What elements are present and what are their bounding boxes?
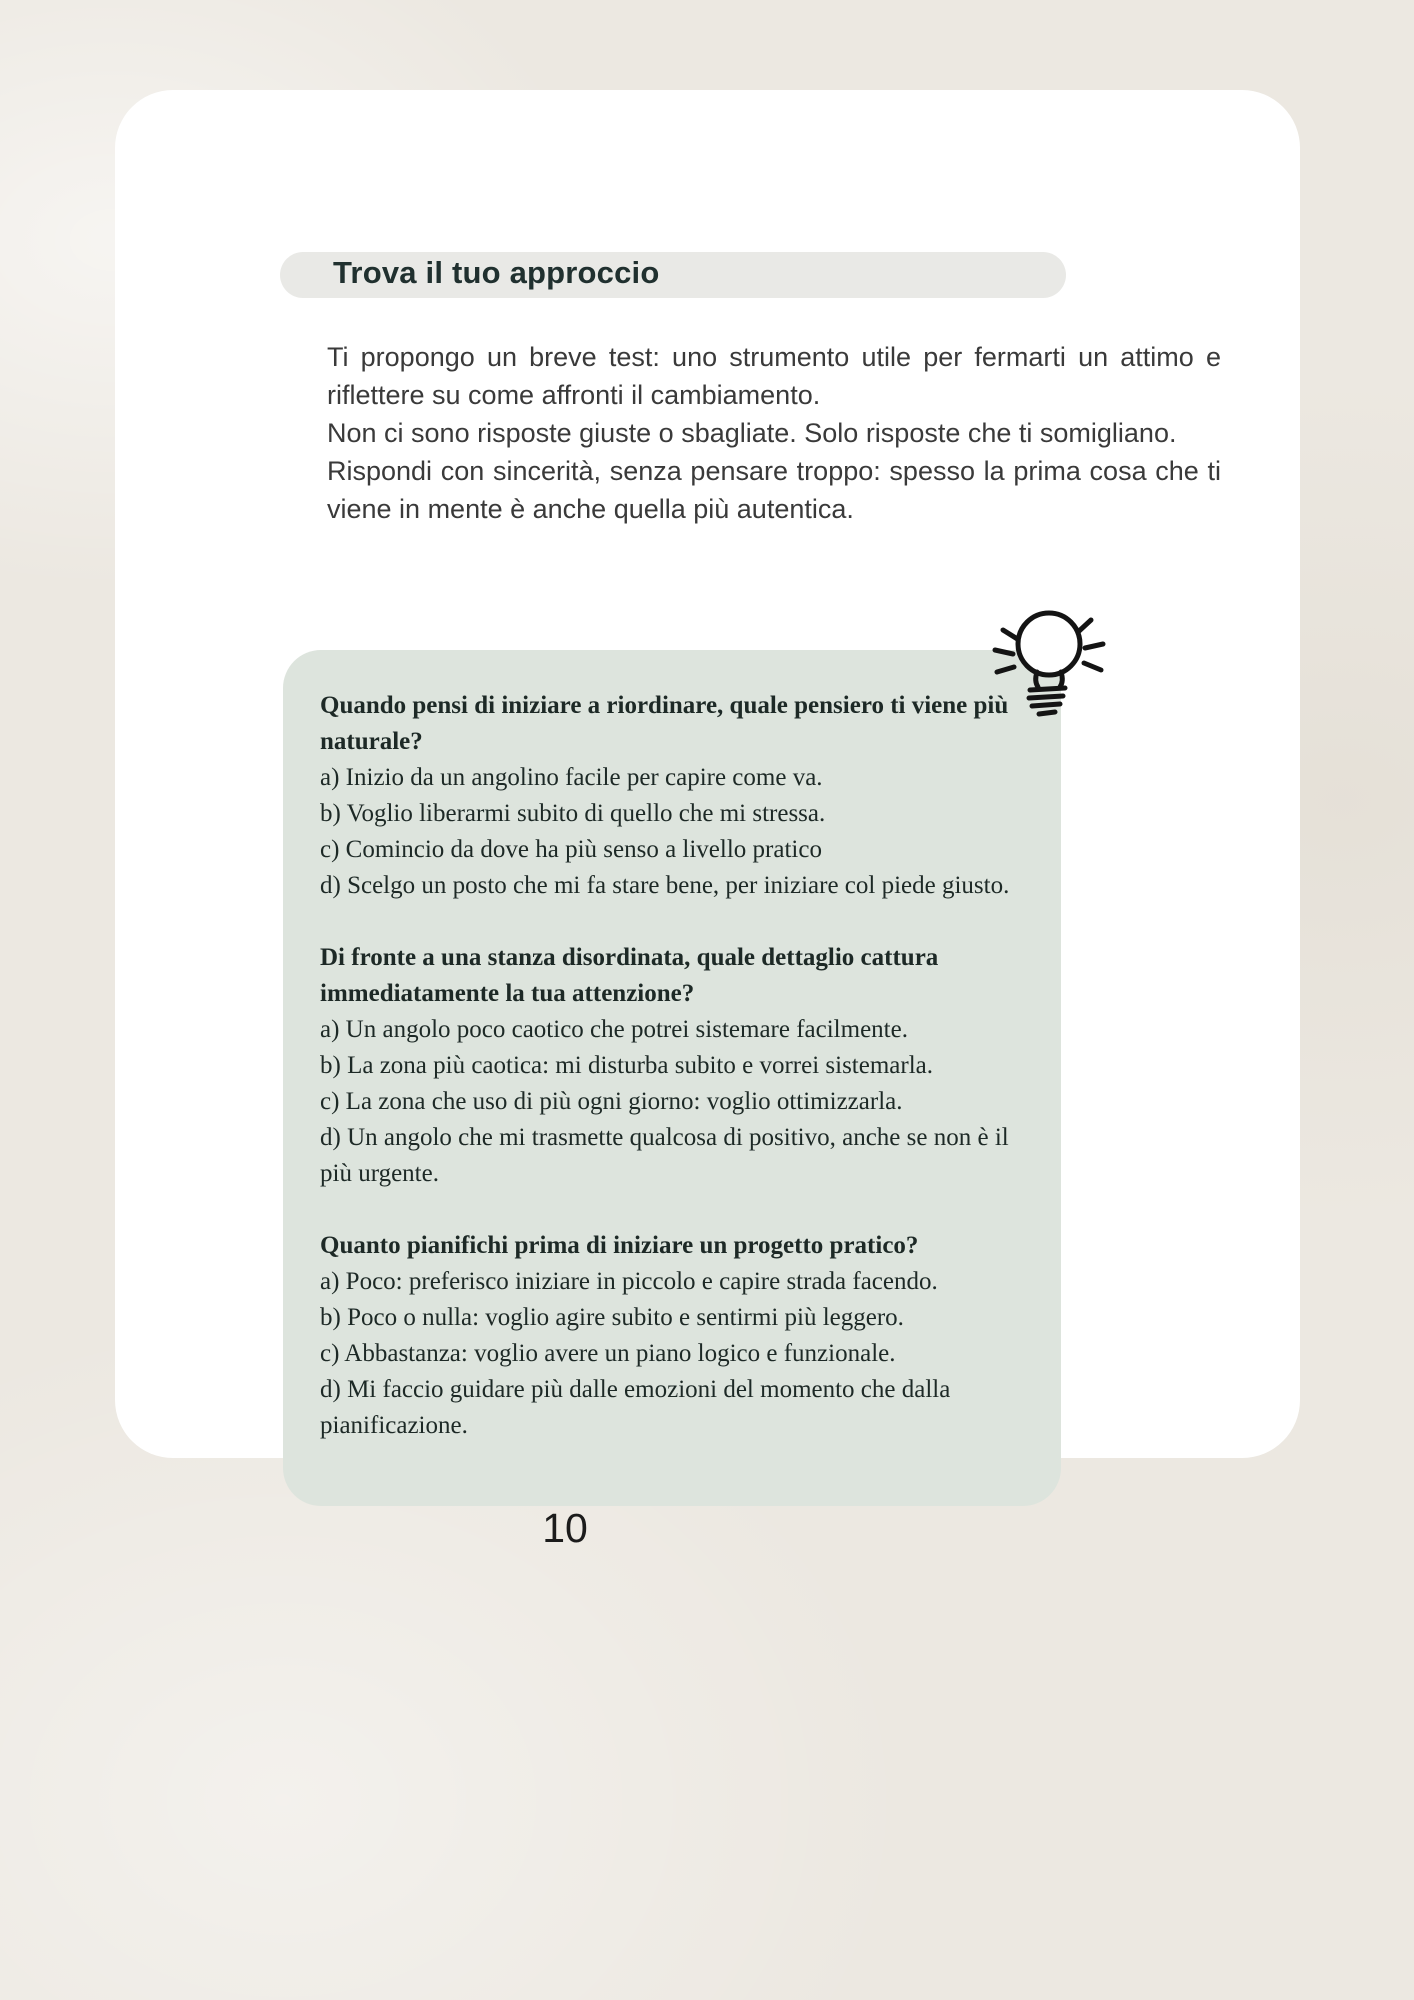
quiz-box <box>283 650 1061 1506</box>
quiz-answer: a) Poco: preferisco iniziare in piccolo e capire strada facendo. <box>320 1268 938 1295</box>
quiz-answer: c) Comincio da dove ha più senso a livello pratico <box>320 836 822 863</box>
quiz-answer: b) Voglio liberarmi subito di quello che mi stressa. <box>320 800 826 827</box>
page-number: 10 <box>542 1505 588 1551</box>
quiz-question: Quanto pianifichi prima di iniziare un progetto pratico? <box>320 1232 919 1259</box>
section-title-pill <box>280 252 1066 298</box>
lightbulb-icon <box>973 588 1119 730</box>
intro-paragraph: Non ci sono risposte giuste o sbagliate. Solo risposte che ti somigliano. <box>327 418 1177 448</box>
quiz-question-block <box>320 688 1019 904</box>
page-title: Trova il tuo approccio <box>333 255 660 290</box>
quiz-answer: d) Scelgo un posto che mi fa stare bene, per iniziare col piede giusto. <box>320 872 1010 899</box>
intro-paragraph: Ti propongo un breve test: uno strumento utile per fermarti un attimo e riflettere su come affronti il cambiamento. <box>327 342 1221 410</box>
quiz-question-block <box>320 940 1019 1192</box>
page-card <box>115 90 1300 1458</box>
quiz-answer: a) Inizio da un angolino facile per capire come va. <box>320 764 823 791</box>
quiz-answer: d) Un angolo che mi trasmette qualcosa di positivo, anche se non è il più urgente. <box>320 1124 1009 1187</box>
quiz-question: Quando pensi di iniziare a riordinare, quale pensiero ti viene più naturale? <box>320 692 1009 755</box>
quiz-answer: c) Abbastanza: voglio avere un piano logico e funzionale. <box>320 1340 896 1367</box>
quiz-answer: d) Mi faccio guidare più dalle emozioni del momento che dalla pianificazione. <box>320 1376 951 1439</box>
quiz-question: Di fronte a una stanza disordinata, quale dettaglio cattura immediatamente la tua attenzione? <box>320 944 939 1007</box>
quiz-question-block <box>320 1228 1019 1444</box>
quiz-answer: b) La zona più caotica: mi disturba subito e vorrei sistemarla. <box>320 1052 934 1079</box>
intro-paragraph: Rispondi con sincerità, senza pensare troppo: spesso la prima cosa che ti viene in mente è anche quella più autentica. <box>327 456 1221 524</box>
quiz-answer: b) Poco o nulla: voglio agire subito e sentirmi più leggero. <box>320 1304 904 1331</box>
intro-text <box>327 338 1221 528</box>
quiz-answer: c) La zona che uso di più ogni giorno: voglio ottimizzarla. <box>320 1088 903 1115</box>
quiz-answer: a) Un angolo poco caotico che potrei sistemare facilmente. <box>320 1016 908 1043</box>
